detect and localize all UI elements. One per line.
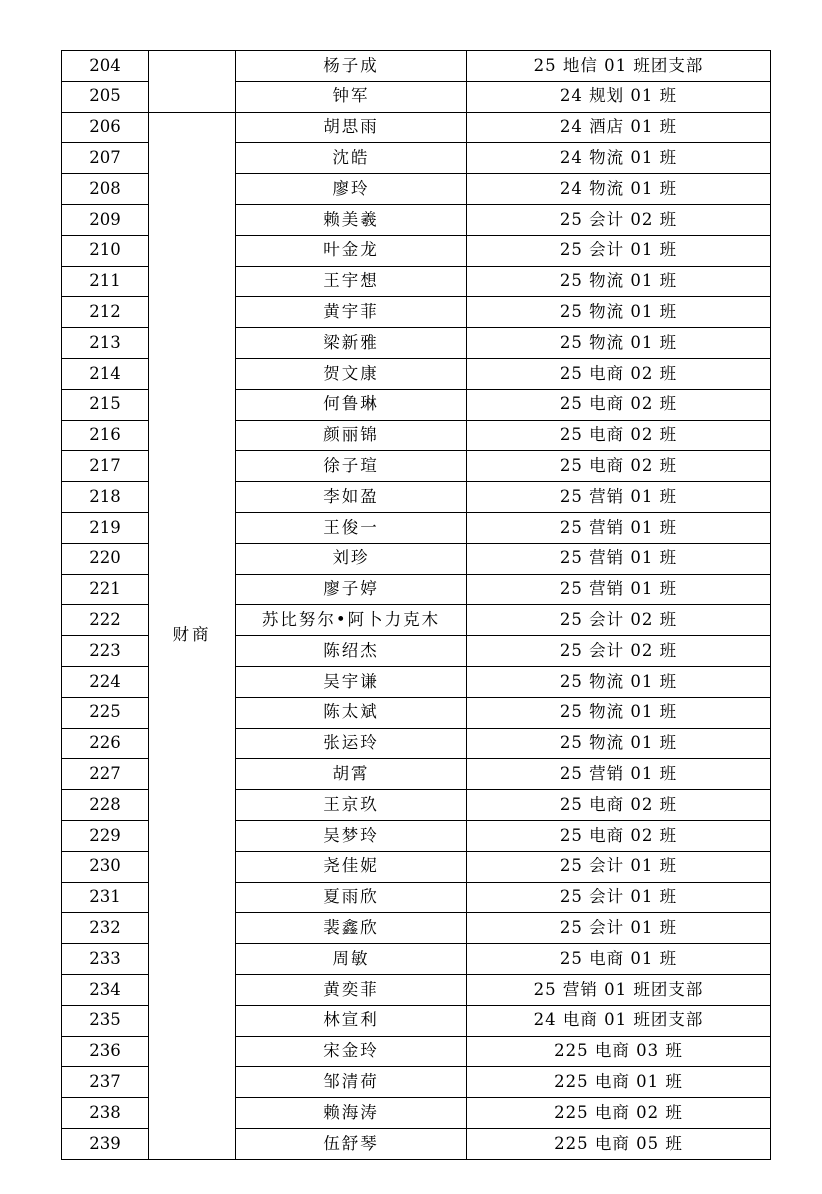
class-name: 25 营销 01 班 [467, 759, 771, 790]
student-name: 周敏 [236, 944, 467, 975]
student-name: 陈太斌 [236, 697, 467, 728]
row-number: 206 [62, 112, 149, 143]
student-name: 钟军 [236, 81, 467, 112]
student-name: 王京玖 [236, 790, 467, 821]
row-number: 205 [62, 81, 149, 112]
class-name: 25 物流 01 班 [467, 297, 771, 328]
class-name: 25 会计 01 班 [467, 235, 771, 266]
row-number: 216 [62, 420, 149, 451]
row-number: 236 [62, 1036, 149, 1067]
class-name: 25 电商 02 班 [467, 820, 771, 851]
class-name: 24 物流 01 班 [467, 143, 771, 174]
row-number: 235 [62, 1005, 149, 1036]
student-name: 廖玲 [236, 174, 467, 205]
class-name: 25 营销 01 班 [467, 512, 771, 543]
class-name: 225 电商 01 班 [467, 1067, 771, 1098]
class-name: 24 规划 01 班 [467, 81, 771, 112]
student-name: 梁新雅 [236, 328, 467, 359]
student-name: 林宣利 [236, 1005, 467, 1036]
row-number: 208 [62, 174, 149, 205]
row-number: 219 [62, 512, 149, 543]
student-name: 吴宇谦 [236, 666, 467, 697]
row-number: 232 [62, 913, 149, 944]
student-name: 苏比努尔•阿卜力克木 [236, 605, 467, 636]
class-name: 25 会计 01 班 [467, 882, 771, 913]
row-number: 213 [62, 328, 149, 359]
row-number: 209 [62, 204, 149, 235]
student-name: 颜丽锦 [236, 420, 467, 451]
class-name: 25 营销 01 班 [467, 543, 771, 574]
student-name: 张运玲 [236, 728, 467, 759]
row-number: 215 [62, 389, 149, 420]
student-name: 黄奕菲 [236, 974, 467, 1005]
student-name: 沈皓 [236, 143, 467, 174]
student-name: 黄宇菲 [236, 297, 467, 328]
row-number: 220 [62, 543, 149, 574]
class-name: 225 电商 02 班 [467, 1098, 771, 1129]
student-name: 李如盈 [236, 482, 467, 513]
student-name: 杨子成 [236, 51, 467, 82]
class-name: 25 物流 01 班 [467, 697, 771, 728]
class-name: 25 营销 01 班 [467, 574, 771, 605]
row-number: 211 [62, 266, 149, 297]
roster-body [62, 51, 771, 1160]
table-row [62, 51, 771, 82]
student-name: 胡霄 [236, 759, 467, 790]
class-name: 25 电商 02 班 [467, 358, 771, 389]
class-name: 24 电商 01 班团支部 [467, 1005, 771, 1036]
class-name: 25 电商 01 班 [467, 944, 771, 975]
row-number: 238 [62, 1098, 149, 1129]
student-name: 夏雨欣 [236, 882, 467, 913]
row-number: 210 [62, 235, 149, 266]
class-name: 25 电商 02 班 [467, 451, 771, 482]
row-number: 229 [62, 820, 149, 851]
student-name: 王宇想 [236, 266, 467, 297]
class-name: 25 电商 02 班 [467, 790, 771, 821]
class-name: 25 物流 01 班 [467, 328, 771, 359]
class-name: 25 电商 02 班 [467, 389, 771, 420]
row-number: 231 [62, 882, 149, 913]
student-name: 贺文康 [236, 358, 467, 389]
group-cell [149, 51, 236, 113]
class-name: 25 会计 02 班 [467, 204, 771, 235]
row-number: 234 [62, 974, 149, 1005]
row-number: 214 [62, 358, 149, 389]
class-name: 25 电商 02 班 [467, 420, 771, 451]
row-number: 221 [62, 574, 149, 605]
table-row [62, 112, 771, 143]
student-name: 尧佳妮 [236, 851, 467, 882]
student-name: 陈绍杰 [236, 636, 467, 667]
class-name: 25 营销 01 班团支部 [467, 974, 771, 1005]
class-name: 25 物流 01 班 [467, 728, 771, 759]
row-number: 217 [62, 451, 149, 482]
student-name: 赖美羲 [236, 204, 467, 235]
class-name: 25 物流 01 班 [467, 266, 771, 297]
student-name: 吴梦玲 [236, 820, 467, 851]
student-name: 廖子婷 [236, 574, 467, 605]
class-name: 25 会计 02 班 [467, 605, 771, 636]
class-name: 25 会计 01 班 [467, 851, 771, 882]
group-cell: 财商 [149, 112, 236, 1159]
student-name: 伍舒琴 [236, 1128, 467, 1159]
roster-table [61, 50, 771, 1160]
row-number: 227 [62, 759, 149, 790]
class-name: 25 会计 02 班 [467, 636, 771, 667]
class-name: 225 电商 03 班 [467, 1036, 771, 1067]
student-name: 邹清荷 [236, 1067, 467, 1098]
class-name: 225 电商 05 班 [467, 1128, 771, 1159]
row-number: 207 [62, 143, 149, 174]
row-number: 204 [62, 51, 149, 82]
row-number: 223 [62, 636, 149, 667]
student-name: 何鲁琳 [236, 389, 467, 420]
student-name: 王俊一 [236, 512, 467, 543]
student-name: 叶金龙 [236, 235, 467, 266]
row-number: 222 [62, 605, 149, 636]
row-number: 233 [62, 944, 149, 975]
class-name: 24 物流 01 班 [467, 174, 771, 205]
student-name: 胡思雨 [236, 112, 467, 143]
row-number: 230 [62, 851, 149, 882]
student-name: 赖海涛 [236, 1098, 467, 1129]
student-name: 徐子瑄 [236, 451, 467, 482]
class-name: 25 物流 01 班 [467, 666, 771, 697]
row-number: 228 [62, 790, 149, 821]
row-number: 226 [62, 728, 149, 759]
student-name: 宋金玲 [236, 1036, 467, 1067]
student-name: 裴鑫欣 [236, 913, 467, 944]
row-number: 224 [62, 666, 149, 697]
row-number: 225 [62, 697, 149, 728]
row-number: 239 [62, 1128, 149, 1159]
row-number: 237 [62, 1067, 149, 1098]
row-number: 212 [62, 297, 149, 328]
class-name: 24 酒店 01 班 [467, 112, 771, 143]
class-name: 25 营销 01 班 [467, 482, 771, 513]
row-number: 218 [62, 482, 149, 513]
class-name: 25 地信 01 班团支部 [467, 51, 771, 82]
student-name: 刘珍 [236, 543, 467, 574]
class-name: 25 会计 01 班 [467, 913, 771, 944]
